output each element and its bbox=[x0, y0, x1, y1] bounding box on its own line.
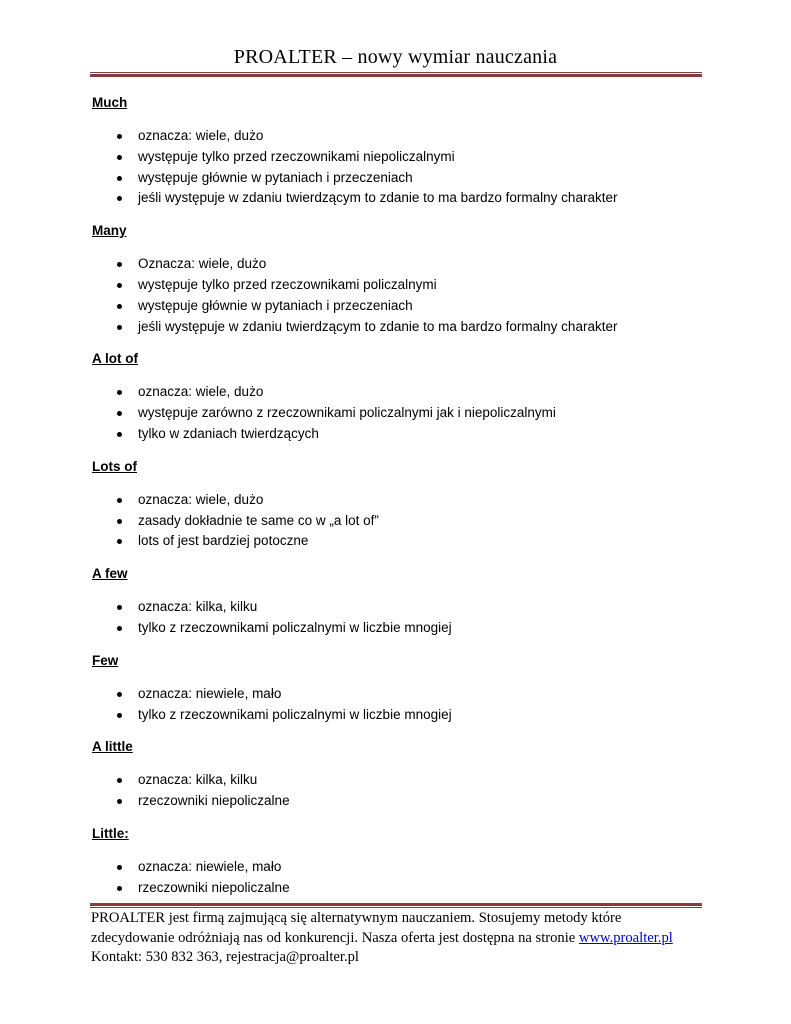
section-heading: A few bbox=[92, 566, 128, 582]
list-item-text: jeśli występuje w zdaniu twierdzącym to zdanie to ma bardzo formalny charakter bbox=[138, 318, 618, 334]
list-item bbox=[92, 684, 712, 705]
list-item bbox=[92, 511, 712, 532]
list-item bbox=[92, 770, 712, 791]
list-item-text: występuje głównie w pytaniach i przeczeniach bbox=[138, 297, 413, 313]
list-item-text: występuje tylko przed rzeczownikami policzalnymi bbox=[138, 276, 437, 292]
bullet-icon bbox=[117, 432, 122, 437]
footer-line-2-text: zdecydowanie odróżniają nas od konkurencji. Nasza oferta jest dostępna na stronie bbox=[91, 929, 579, 946]
list-item bbox=[92, 857, 712, 878]
bullet-list bbox=[92, 857, 712, 899]
bullet-list bbox=[92, 254, 712, 337]
bullet-list bbox=[92, 382, 712, 444]
section bbox=[92, 458, 712, 552]
section-heading: Few bbox=[92, 652, 119, 668]
section bbox=[92, 825, 712, 899]
list-item-text: lots of jest bardziej potoczne bbox=[138, 533, 309, 549]
list-item bbox=[92, 705, 712, 726]
list-item-text: oznacza: kilka, kilku bbox=[138, 599, 258, 615]
list-item-text: rzeczowniki niepoliczalne bbox=[138, 879, 290, 895]
bullet-icon bbox=[117, 325, 122, 330]
bullet-icon bbox=[117, 626, 122, 631]
list-item bbox=[92, 618, 712, 639]
bullet-icon bbox=[117, 196, 122, 201]
list-item-text: tylko w zdaniach twierdzących bbox=[138, 425, 319, 441]
bullet-icon bbox=[117, 605, 122, 610]
list-item bbox=[92, 275, 712, 296]
section-heading: A little bbox=[92, 739, 133, 755]
list-item bbox=[92, 168, 712, 189]
section bbox=[92, 350, 712, 444]
list-item bbox=[92, 531, 712, 552]
list-item bbox=[92, 597, 712, 618]
list-item-text: oznacza: niewiele, mało bbox=[138, 858, 282, 874]
bullet-icon bbox=[117, 134, 122, 139]
document-body bbox=[92, 94, 712, 899]
list-item-text: występuje tylko przed rzeczownikami niepoliczalnymi bbox=[138, 148, 455, 164]
bullet-icon bbox=[117, 283, 122, 288]
list-item bbox=[92, 147, 712, 168]
section-heading: A lot of bbox=[92, 351, 138, 367]
section bbox=[92, 94, 712, 209]
bullet-icon bbox=[117, 519, 122, 524]
section bbox=[92, 652, 712, 726]
section bbox=[92, 565, 712, 639]
list-item-text: rzeczowniki niepoliczalne bbox=[138, 793, 290, 809]
list-item bbox=[92, 317, 712, 338]
bullet-icon bbox=[117, 778, 122, 783]
bullet-list bbox=[92, 126, 712, 209]
section-heading: Many bbox=[92, 223, 127, 239]
list-item bbox=[92, 791, 712, 812]
website-link[interactable]: www.proalter.pl bbox=[578, 929, 673, 946]
list-item bbox=[92, 296, 712, 317]
list-item-text: oznacza: wiele, dużo bbox=[138, 491, 264, 507]
bullet-icon bbox=[117, 886, 122, 891]
header-divider bbox=[90, 72, 702, 77]
list-item bbox=[92, 254, 712, 275]
section-heading: Much bbox=[92, 95, 128, 110]
section bbox=[92, 738, 712, 812]
list-item bbox=[92, 382, 712, 403]
page-header-title: PROALTER – nowy wymiar nauczania bbox=[233, 46, 558, 68]
bullet-icon bbox=[117, 498, 122, 503]
list-item bbox=[92, 126, 712, 147]
bullet-icon bbox=[117, 390, 122, 395]
list-item-text: zasady dokładnie te same co w „a lot of” bbox=[138, 512, 379, 528]
bullet-list bbox=[92, 684, 712, 726]
bullet-icon bbox=[117, 304, 122, 309]
bullet-icon bbox=[117, 539, 122, 544]
footer-line-2 bbox=[91, 929, 711, 949]
bullet-icon bbox=[117, 155, 122, 160]
list-item-text: jeśli występuje w zdaniu twierdzącym to zdanie to ma bardzo formalny charakter bbox=[138, 190, 618, 206]
list-item-text: tylko z rzeczownikami policzalnymi w liczbie mnogiej bbox=[138, 619, 452, 635]
footer-divider bbox=[90, 903, 702, 908]
list-item-text: oznacza: wiele, dużo bbox=[138, 384, 264, 400]
list-item-text: tylko z rzeczownikami policzalnymi w liczbie mnogiej bbox=[138, 706, 452, 722]
list-item-text: Oznacza: wiele, dużo bbox=[138, 256, 267, 272]
list-item bbox=[92, 878, 712, 899]
footer-line-1: PROALTER jest firmą zajmującą się alternatywnym nauczaniem. Stosujemy metody które bbox=[91, 910, 622, 926]
section-heading: Little: bbox=[92, 825, 129, 841]
list-item bbox=[92, 403, 712, 424]
section bbox=[92, 222, 712, 337]
bullet-icon bbox=[117, 262, 122, 267]
footer-line-3: Kontakt: 530 832 363, rejestracja@proalter.pl bbox=[91, 949, 359, 965]
bullet-list bbox=[92, 597, 712, 639]
bullet-list bbox=[92, 490, 712, 552]
bullet-list bbox=[92, 770, 712, 812]
bullet-icon bbox=[117, 411, 122, 416]
list-item bbox=[92, 424, 712, 445]
list-item-text: oznacza: wiele, dużo bbox=[138, 128, 264, 143]
list-item bbox=[92, 188, 712, 209]
list-item-text: występuje głównie w pytaniach i przeczeniach bbox=[138, 169, 413, 185]
bullet-icon bbox=[117, 176, 122, 181]
bullet-icon bbox=[117, 713, 122, 718]
bullet-icon bbox=[117, 692, 122, 697]
list-item-text: występuje zarówno z rzeczownikami policzalnymi jak i niepoliczalnymi bbox=[138, 405, 556, 421]
bullet-icon bbox=[117, 799, 122, 804]
list-item-text: oznacza: kilka, kilku bbox=[138, 772, 258, 788]
list-item bbox=[92, 490, 712, 511]
list-item-text: oznacza: niewiele, mało bbox=[138, 685, 282, 701]
bullet-icon bbox=[117, 865, 122, 870]
section-heading: Lots of bbox=[92, 458, 137, 474]
footer bbox=[91, 909, 711, 968]
